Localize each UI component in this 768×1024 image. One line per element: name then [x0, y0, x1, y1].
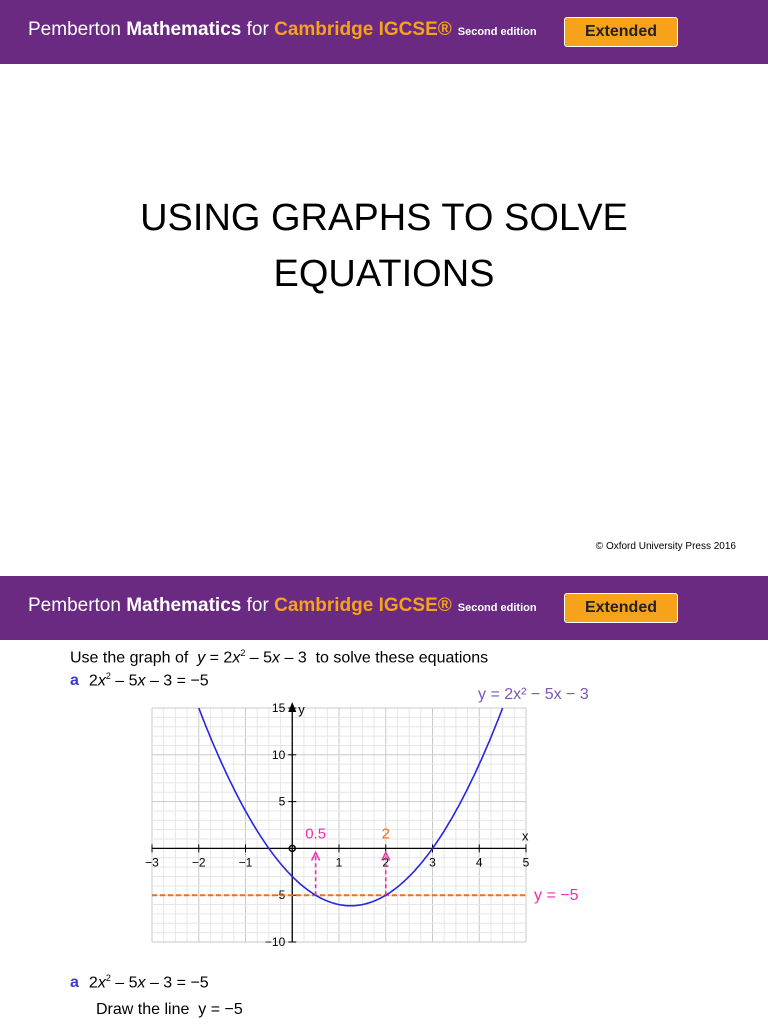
graph-slide [0, 576, 768, 1024]
x-tick-label: 2 [382, 855, 390, 870]
x-tick-label: 1 [335, 855, 343, 870]
brand-logo: Pemberton Mathematics for Cambridge IGCSE® Second edition [28, 19, 537, 40]
x-tick-label: −2 [191, 855, 206, 870]
y-tick-label: −5 [271, 888, 286, 903]
solution-label: 0.5 [305, 825, 327, 843]
x-tick-label: −3 [145, 855, 159, 870]
slide-gap [0, 566, 768, 576]
y-axis-label: y [298, 702, 305, 717]
x-tick-label: 5 [522, 855, 530, 870]
y-tick-label: −10 [264, 935, 286, 949]
brand-logo: Pemberton Mathematics for Cambridge IGCSE® Second edition [28, 595, 537, 616]
y-tick-label: 5 [278, 794, 286, 809]
solution-label: 2 [381, 825, 390, 843]
x-axis-label: x [522, 828, 529, 844]
title-line-2: EQUATIONS [273, 253, 495, 295]
x-tick-label: 4 [475, 855, 483, 870]
extended-badge: Extended [564, 17, 678, 47]
question-intro: Use the graph of $y = 2x^2 - 5x - 3$ to solve these equations [70, 648, 489, 667]
y-tick-label: 15 [271, 701, 286, 715]
slide-title [0, 190, 768, 302]
header-bar [0, 576, 768, 640]
copyright: © Oxford University Press 2016 [595, 541, 736, 552]
answer-part-a: a $2x^2 - 5x - 3 = -5$ [70, 973, 209, 992]
header-bar [0, 0, 768, 64]
question-part-a: a $2x^2 - 5x - 3 = -5$ [70, 671, 209, 690]
line-label: y = −5 [534, 887, 579, 904]
y-tick-label: 10 [271, 747, 286, 762]
x-tick-label: −1 [238, 855, 253, 870]
answer-instruction: Draw the line y = −5 [96, 1001, 243, 1018]
quadratic-graph [130, 696, 550, 956]
y-axis-arrow [288, 702, 296, 712]
x-tick-label: 3 [429, 855, 436, 870]
title-line-1: USING GRAPHS TO SOLVE [140, 197, 628, 239]
extended-badge: Extended [564, 593, 678, 623]
curve-label: y = 2x² − 5x − 3 [478, 686, 589, 703]
